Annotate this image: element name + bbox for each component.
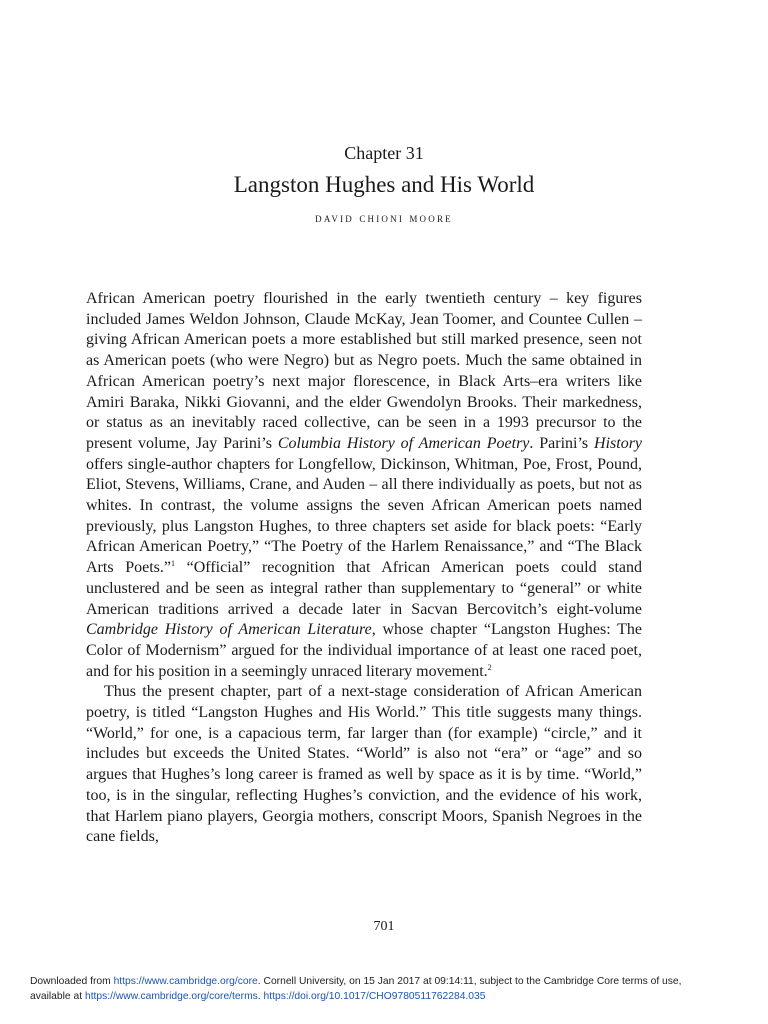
- chapter-title: Langston Hughes and His World: [233, 172, 535, 197]
- italic-title: Cambridge History of American Literature: [86, 621, 372, 639]
- author-name: david chioni moore: [315, 211, 453, 225]
- italic-title: History: [594, 434, 643, 452]
- footnote-marker[interactable]: 1: [170, 559, 175, 569]
- body-text: [86, 289, 642, 848]
- paragraph-1: [86, 289, 642, 682]
- text-run: , whose chapter “Langston Hughes: The Color of Modernism” argued for the individual importance of at least one raced poet, and for his position in a seemingly unraced literary movement.: [86, 621, 642, 680]
- page-number: 701: [373, 919, 395, 934]
- footer-text: . Cornell University, on 15 Jan 2017 at 09:14:11, subject to the Cambridge Core terms of use,: [257, 976, 682, 987]
- footnote-marker[interactable]: 2: [487, 662, 492, 672]
- terms-link[interactable]: https://www.cambridge.org/core/terms: [84, 991, 258, 1002]
- text-run: African American poetry flourished in the early twentieth century – key figures included James Weldon Johnson, Claude McKay, Jean Toomer, and Countee Cullen – giving African American poets a more established but still marked presence, seen not as American poets (who were Negro) but as Negro poets. Much the same obtained in African American poetry’s next major florescence, in Black Arts–era writers like Amiri Baraka, Nikki Giovanni, and the elder Gwendolyn Brooks. Their markedness, or status as an inevitably raced collective, can be seen in a 1993 precursor to the present volume, Jay Parini’s: [86, 290, 642, 452]
- footer-text: .: [257, 991, 264, 1002]
- chapter-label: Chapter 31: [344, 143, 424, 163]
- download-footer: [30, 974, 750, 1004]
- footer-text: Downloaded from: [30, 976, 114, 987]
- text-run: offers single-author chapters for Longfellow, Dickinson, Whitman, Poe, Frost, Pound, Eliot, Stevens, Williams, Crane, and Auden – all there individually as poets, but not as whites. In contrast, the volume assigns the seven African American poets named previously, plus Langston Hughes, to three chapters set aside for black poets: “Early African American Poetry,” “The Poetry of the Harlem Renaissance,” and “The Black Arts Poets.”: [86, 455, 642, 577]
- text-run: “Official” recognition that African American poets could stand unclustered and be seen as integral rather than supplementary to “general” or white American traditions arrived a decade later in Sacvan Bercovitch’s eight-volume: [86, 559, 642, 618]
- cambridge-core-link[interactable]: https://www.cambridge.org/core: [113, 976, 258, 987]
- footer-text: available at: [30, 991, 85, 1002]
- text-run: . Parini’s: [529, 434, 595, 452]
- doi-link[interactable]: https://doi.org/10.1017/CHO9780511762284.035: [263, 991, 486, 1002]
- paragraph-2: Thus the present chapter, part of a next-stage consideration of African American poetry, is titled “Langston Hughes and His World.” This title suggests many things. “World,” for one, is a capacious term, far larger than (for example) “circle,” and it includes but exceeds the United States. “World” is also not “era” or “age” and so argues that Hughes’s long career is framed as well by space as it is by time. “World,” too, is in the singular, reflecting Hughes’s conviction, and the evidence of his work, that Harlem piano players, Georgia mothers, conscript Moors, Spanish Negroes in the cane fields,: [86, 683, 642, 846]
- italic-title: Columbia History of American Poetry: [277, 434, 530, 452]
